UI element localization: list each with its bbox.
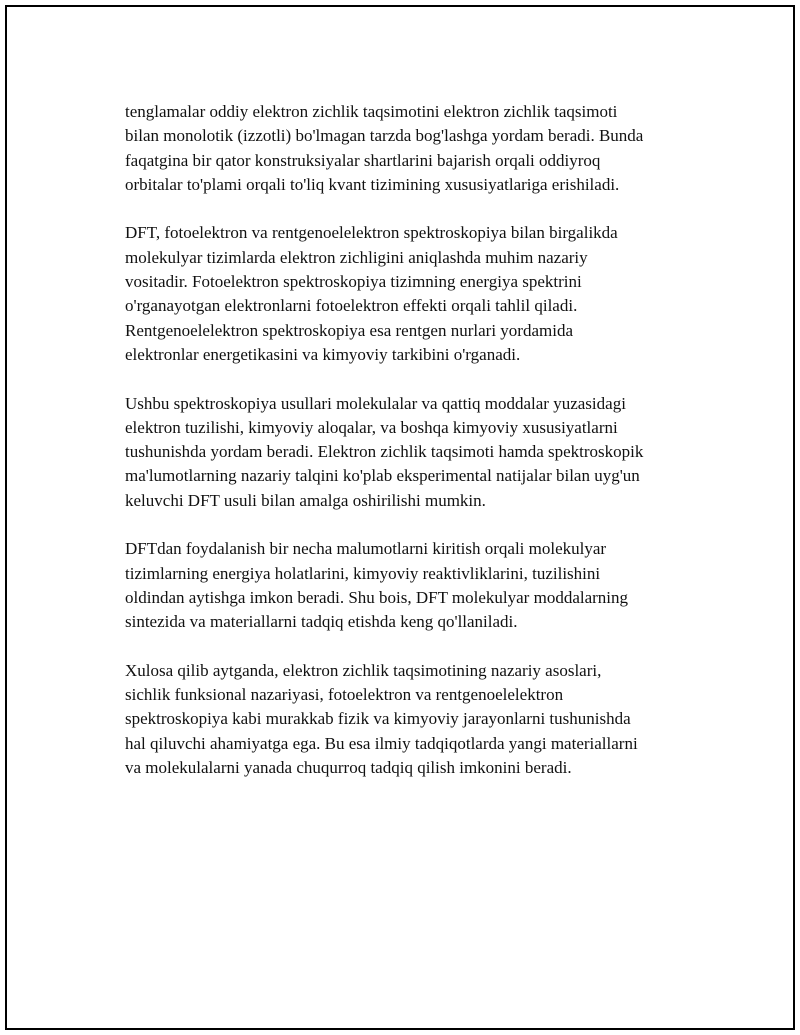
text-line: Ushbu spektroskopiya usullari molekulalar va qattiq moddalar yuzasidagi — [125, 393, 626, 413]
text-line: DFTdan foydalanish bir necha malumotlarni kiritish orqali molekulyar — [125, 539, 607, 559]
text-line: keluvchi DFT usuli bilan amalga oshirilishi mumkin. — [125, 490, 486, 510]
text-line: sintezida va materiallarni tadqiq etishda keng qo'llaniladi. — [125, 612, 518, 632]
text-line: elektronlar energetikasini va kimyoviy tarkibini o'rganadi. — [125, 344, 521, 364]
document-body — [125, 100, 725, 805]
text-line: bilan monolotik (izzotli) bo'lmagan tarzda bog'lashga yordam beradi. Bunda — [125, 126, 644, 146]
paragraph-1 — [125, 100, 725, 197]
paragraph-3 — [125, 392, 725, 513]
text-line: tushunishda yordam beradi. Elektron zichlik taqsimoti hamda spektroskopik — [125, 442, 644, 462]
text-line: spektroskopiya kabi murakkab fizik va kimyoviy jarayonlarni tushunishda — [125, 709, 631, 729]
text-line: tenglamalar oddiy elektron zichlik taqsimotini elektron zichlik taqsimoti — [125, 102, 618, 121]
text-line: orbitalar to'plami orqali to'liq kvant tizimining xususiyatlariga erishiladi. — [125, 174, 620, 194]
text-line: o'rganayotgan elektronlarni fotoelektron effekti orqali tahlil qiladi. — [125, 296, 578, 316]
text-line: vositadir. Fotoelektron spektroskopiya tizimning energiya spektrini — [125, 272, 582, 292]
text-line: DFT, fotoelektron va rentgenoelelektron spektroskopiya bilan birgalikda — [125, 223, 618, 243]
paragraph-4 — [125, 537, 725, 634]
text-line: ma'lumotlarning nazariy talqini ko'plab eksperimental natijalar bilan uyg'un — [125, 466, 640, 486]
text-line: va molekulalarni yanada chuqurroq tadqiq qilish imkonini beradi. — [125, 758, 572, 778]
text-line: Rentgenoelelektron spektroskopiya esa rentgen nurlari yordamida — [125, 320, 573, 340]
text-line: oldindan aytishga imkon beradi. Shu bois, DFT molekulyar moddalarning — [125, 587, 629, 607]
paragraph-5 — [125, 659, 725, 780]
text-line: sichlik funksional nazariyasi, fotoelektron va rentgenoelelektron — [125, 685, 564, 705]
page-frame — [5, 5, 795, 1030]
text-line: tizimlarning energiya holatlarini, kimyoviy reaktivliklarini, tuzilishini — [125, 563, 601, 583]
text-line: elektron tuzilishi, kimyoviy aloqalar, va boshqa kimyoviy xususiyatlarni — [125, 417, 618, 437]
text-line: molekulyar tizimlarda elektron zichligini aniqlashda muhim nazariy — [125, 247, 588, 267]
text-line: hal qiluvchi ahamiyatga ega. Bu esa ilmiy tadqiqotlarda yangi materiallarni — [125, 733, 638, 753]
paragraph-2 — [125, 221, 725, 367]
text-line: faqatgina bir qator konstruksiyalar shartlarini bajarish orqali oddiyroq — [125, 150, 601, 170]
text-line: Xulosa qilib aytganda, elektron zichlik taqsimotining nazariy asoslari, — [125, 660, 602, 680]
